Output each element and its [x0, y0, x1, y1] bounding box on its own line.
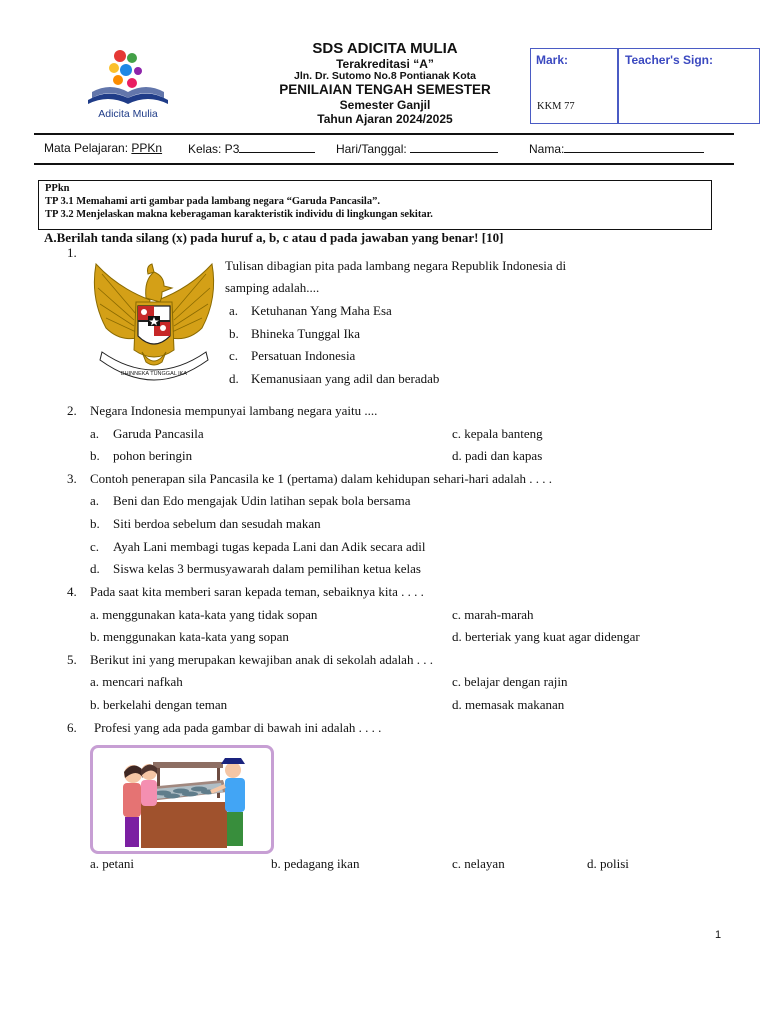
q1-option-b-letter: b. [229, 326, 239, 341]
q6-text: Profesi yang ada pada gambar di bawah ini adalah . . . . [94, 720, 382, 735]
q4-text: Pada saat kita memberi saran kepada teman, sebaiknya kita . . . . [90, 584, 424, 599]
academic-year: Tahun Ajaran 2024/2025 [317, 112, 453, 126]
exam-title: PENILAIAN TENGAH SEMESTER [279, 82, 491, 97]
q1-text-line2: samping adalah.... [225, 280, 320, 295]
q1-option-a-text: Ketuhanan Yang Maha Esa [251, 303, 392, 318]
q2-option-c[interactable]: c. kepala banteng [452, 426, 543, 441]
subject-label: Mata Pelajaran: [44, 141, 129, 155]
q2-option-a-letter: a. [90, 426, 100, 441]
q6-option-d[interactable]: d. polisi [587, 856, 629, 871]
q3-option-b-letter: b. [90, 516, 100, 531]
accreditation: Terakreditasi “A” [336, 57, 434, 71]
q2-option-a[interactable] [90, 426, 204, 442]
school-address: Jln. Dr. Sutomo No.8 Pontianak Kota [293, 70, 477, 82]
q6-number: 6. [67, 720, 77, 735]
q4-option-c[interactable]: c. marah-marah [452, 607, 534, 622]
q4-option-d[interactable]: d. berteriak yang kuat agar didengar [452, 629, 640, 644]
logo-caption: Adicita Mulia [98, 108, 158, 120]
q1-option-d[interactable] [229, 371, 440, 387]
mark-label: Mark: [536, 53, 569, 67]
date-field[interactable] [336, 141, 498, 156]
q5-option-b[interactable]: b. berkelahi dengan teman [90, 697, 228, 712]
q2-option-d[interactable]: d. padi dan kapas [452, 448, 543, 463]
q6-option-c[interactable]: c. nelayan [452, 856, 505, 871]
q3-option-a-text: Beni dan Edo mengajak Udin latihan sepak bola bersama [113, 493, 411, 508]
top-rule [34, 133, 734, 135]
class-field[interactable] [188, 141, 315, 156]
q3-option-c-letter: c. [90, 539, 100, 554]
q2-number: 2. [67, 403, 77, 418]
name-label: Nama: [529, 142, 565, 156]
q3-text: Contoh penerapan sila Pancasila ke 1 (pertama) dalam kehidupan sehari-hari adalah . . . . [90, 471, 553, 486]
q2-option-b[interactable] [90, 448, 193, 464]
teacher-sign-label: Teacher's Sign: [625, 53, 713, 67]
garuda-pancasila-image [88, 258, 220, 382]
date-label: Hari/Tanggal: [336, 142, 407, 156]
q1-option-b-text: Bhineka Tunggal Ika [251, 326, 361, 341]
class-blank[interactable] [239, 141, 315, 153]
fish-seller-image [90, 745, 274, 854]
name-blank[interactable] [564, 141, 704, 153]
q3-option-b[interactable] [90, 516, 321, 532]
bottom-rule [34, 163, 734, 165]
subject-value: PPKn [131, 141, 163, 155]
mark-box [530, 48, 760, 124]
q4-option-b[interactable]: b. menggunakan kata-kata yang sopan [90, 629, 289, 644]
date-blank[interactable] [410, 141, 498, 153]
kkm-value: KKM 77 [537, 101, 575, 112]
q3-option-a-letter: a. [90, 493, 100, 508]
q3-number: 3. [67, 471, 77, 486]
q5-option-d[interactable]: d. memasak makanan [452, 697, 565, 712]
garuda-ribbon-text: BHINNEKA TUNGGAL IKA [120, 371, 188, 377]
q3-option-b-text: Siti berdoa sebelum dan sesudah makan [113, 516, 321, 531]
q1-option-a-letter: a. [229, 303, 239, 318]
q3-option-d-text: Siswa kelas 3 bermusyawarah dalam pemilihan ketua kelas [113, 561, 421, 576]
q6-option-a[interactable]: a. petani [90, 856, 135, 871]
q1-option-c-text: Persatuan Indonesia [251, 348, 356, 363]
mark-box-divider [617, 49, 619, 123]
objectives-title: PPkn [45, 183, 70, 194]
objective-tp2: TP 3.2 Menjelaskan makna keberagaman karakteristik individu di lingkungan sekitar. [45, 209, 433, 220]
q3-option-c-text: Ayah Lani membagi tugas kepada Lani dan Adik secara adil [113, 539, 426, 554]
q6-option-b[interactable]: b. pedagang ikan [271, 856, 360, 871]
q4-option-a[interactable]: a. menggunakan kata-kata yang tidak sopan [90, 607, 318, 622]
name-field[interactable] [529, 141, 704, 156]
q2-text: Negara Indonesia mempunyai lambang negara yaitu .... [90, 403, 378, 418]
q1-number: 1. [67, 245, 77, 260]
q2-option-b-letter: b. [90, 448, 100, 463]
q3-option-d[interactable] [90, 561, 421, 577]
q5-number: 5. [67, 652, 77, 667]
q2-option-b-text: pohon beringin [113, 448, 193, 463]
q5-option-a[interactable]: a. mencari nafkah [90, 674, 183, 689]
page-number: 1 [715, 929, 722, 941]
q1-option-c[interactable] [229, 348, 356, 364]
q3-option-c[interactable] [90, 539, 426, 555]
q3-option-a[interactable] [90, 493, 411, 509]
q1-text-line1: Tulisan dibagian pita pada lambang negara Republik Indonesia di [225, 258, 567, 273]
q1-option-b[interactable] [229, 326, 361, 342]
school-name: SDS ADICITA MULIA [312, 40, 458, 57]
q1-option-d-text: Kemanusiaan yang adil dan beradab [251, 371, 440, 386]
objective-tp1: TP 3.1 Memahami arti gambar pada lambang negara “Garuda Pancasila”. [45, 196, 380, 207]
learning-objectives [38, 180, 712, 230]
q1-option-d-letter: d. [229, 371, 239, 386]
q5-text: Berikut ini yang merupakan kewajiban anak di sekolah adalah . . . [90, 652, 433, 667]
q1-option-c-letter: c. [229, 348, 239, 363]
q1-option-a[interactable] [229, 303, 392, 319]
q4-number: 4. [67, 584, 77, 599]
semester: Semester Ganjil [339, 98, 431, 112]
q5-option-c[interactable]: c. belajar dengan rajin [452, 674, 568, 689]
q2-option-a-text: Garuda Pancasila [113, 426, 204, 441]
q3-option-d-letter: d. [90, 561, 100, 576]
class-label: Kelas: P3 [188, 142, 240, 156]
subject-field [44, 141, 162, 155]
section-a-instruction: A.Berilah tanda silang (x) pada huruf a, b, c atau d pada jawaban yang benar! [10] [44, 230, 504, 245]
